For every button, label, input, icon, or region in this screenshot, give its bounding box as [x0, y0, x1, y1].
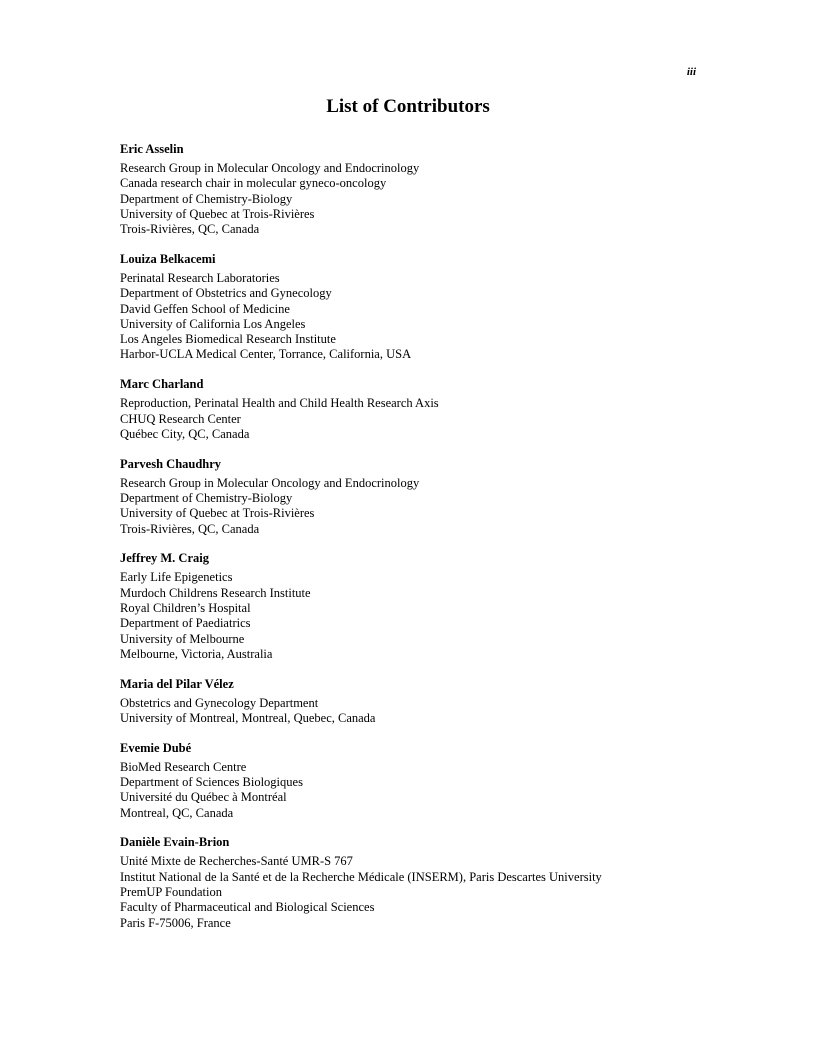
- affiliation-line: Murdoch Childrens Research Institute: [120, 585, 311, 600]
- contributor-entry: [120, 252, 720, 363]
- affiliation-line: Canada research chair in molecular gyneco-oncology: [120, 176, 387, 191]
- contributor-entry: [120, 677, 720, 727]
- affiliation-line: Department of Obstetrics and Gynecology: [120, 286, 332, 301]
- affiliation-line: Melbourne, Victoria, Australia: [120, 646, 273, 661]
- affiliation-line: David Geffen School of Medicine: [120, 301, 290, 316]
- affiliation-line: Reproduction, Perinatal Health and Child Health Research Axis: [120, 396, 439, 411]
- contributor-list: [120, 142, 720, 945]
- affiliation-line: BioMed Research Centre: [120, 759, 247, 774]
- affiliation-line: CHUQ Research Center: [120, 411, 241, 426]
- contributor-name: Louiza Belkacemi: [120, 251, 216, 266]
- contributor-name: Eric Asselin: [120, 142, 184, 156]
- affiliation-line: Obstetrics and Gynecology Department: [120, 695, 319, 710]
- contributor-name: Parvesh Chaudhry: [120, 456, 222, 471]
- contributor-name: Danièle Evain-Brion: [120, 835, 230, 850]
- page-title: List of Contributors: [326, 96, 490, 117]
- affiliation-line: University of California Los Angeles: [120, 316, 306, 331]
- affiliation-line: Trois-Rivières, QC, Canada: [120, 222, 260, 237]
- contributor-entry: [120, 457, 720, 537]
- affiliation-line: Perinatal Research Laboratories: [120, 270, 280, 285]
- affiliation-line: Unité Mixte de Recherches-Santé UMR-S 767: [120, 854, 353, 869]
- affiliation-line: University of Quebec at Trois-Rivières: [120, 506, 315, 521]
- affiliation-line: Department of Paediatrics: [120, 616, 251, 631]
- affiliation-line: Early Life Epigenetics: [120, 570, 233, 585]
- page-number: iii: [686, 66, 696, 78]
- contributor-entry: [120, 377, 720, 442]
- affiliation-line: Department of Sciences Biologiques: [120, 775, 303, 790]
- affiliation-line: Québec City, QC, Canada: [120, 426, 250, 441]
- contributor-entry: [120, 142, 720, 237]
- affiliation-line: Research Group in Molecular Oncology and Endocrinology: [120, 161, 420, 175]
- affiliation-line: Trois-Rivières, QC, Canada: [120, 521, 260, 536]
- affiliation-line: Los Angeles Biomedical Research Institute: [120, 332, 336, 347]
- affiliation-line: Harbor-UCLA Medical Center, Torrance, California, USA: [120, 347, 412, 362]
- affiliation-line: University of Montreal, Montreal, Quebec, Canada: [120, 710, 376, 725]
- affiliation-line: PremUP Foundation: [120, 885, 222, 899]
- contributor-name: Marc Charland: [120, 377, 204, 392]
- affiliation-line: Faculty of Pharmaceutical and Biological Sciences: [120, 900, 375, 915]
- contributor-name: Maria del Pilar Vélez: [120, 676, 234, 691]
- affiliation-line: Institut National de la Santé et de la Recherche Médicale (INSERM), Paris Descartes University: [120, 869, 602, 884]
- affiliation-line: University of Melbourne: [120, 631, 245, 646]
- contributor-entry: [120, 835, 720, 930]
- contributor-name: Evemie Dubé: [120, 740, 192, 755]
- affiliation-line: University of Quebec at Trois-Rivières: [120, 206, 315, 221]
- affiliation-line: Research Group in Molecular Oncology and Endocrinology: [120, 475, 420, 490]
- contributor-entry: [120, 741, 720, 821]
- affiliation-line: Department of Chemistry-Biology: [120, 191, 293, 206]
- affiliation-line: Department of Chemistry-Biology: [120, 490, 293, 505]
- affiliation-line: Université du Québec à Montréal: [120, 790, 287, 805]
- contributor-entry: [120, 551, 720, 662]
- affiliation-line: Paris F-75006, France: [120, 915, 231, 930]
- affiliation-line: Montreal, QC, Canada: [120, 805, 234, 820]
- affiliation-line: Royal Children’s Hospital: [120, 600, 251, 615]
- contributor-name: Jeffrey M. Craig: [120, 551, 209, 566]
